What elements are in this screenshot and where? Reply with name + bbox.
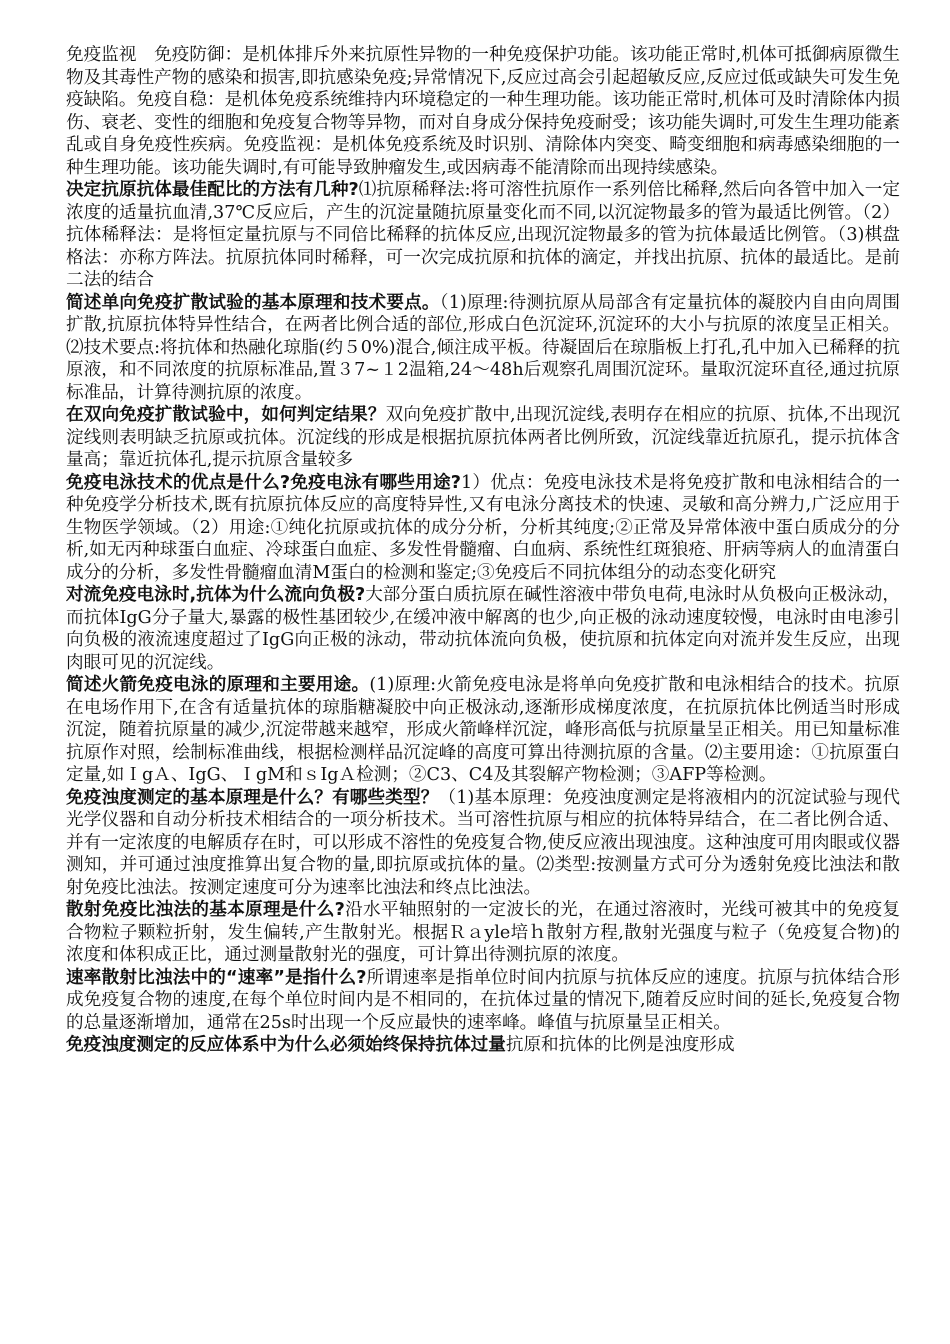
paragraph-double-diffusion — [66, 404, 900, 472]
question-heading: 简述火箭免疫电泳的原理和主要用途。 — [66, 675, 370, 695]
question-heading: 免疫浊度测定的反应体系中为什么必须始终保持抗体过量 — [66, 1035, 506, 1055]
paragraph-immune-functions — [66, 44, 900, 179]
paragraph-optimal-ratio — [66, 179, 900, 292]
paragraph-single-diffusion — [66, 292, 900, 405]
question-heading: 免疫浊度测定的基本原理是什么？有哪些类型？ — [66, 787, 439, 808]
question-heading: 速率散射比浊法中的“速率”是指什么? — [66, 967, 367, 988]
question-heading: 免疫电泳技术的优点是什么?免疫电泳有哪些用途? — [66, 472, 461, 493]
paragraph-counter-electrophoresis — [66, 584, 900, 674]
answer-text: 抗原和抗体的比例是浊度形成 — [505, 1035, 735, 1055]
answer-text: 大部分蛋白质抗原在碱性溶液中带负电荷,电泳时从负极向正极泳动，而抗体IgG分子量大,暴露的极性基团较少,在缓冲液中解离的也少,向正极的泳动速度较慢，电泳时由电渗引向负极的液流速度超过了IgG向正极的泳动，带动抗体流向负极，使抗原和抗体定向对流并发生反应，出现肉眼可见的沉淀线。 — [66, 585, 900, 673]
question-heading: 决定抗原抗体最佳配比的方法有几种? — [66, 180, 359, 200]
question-heading: 在双向免疫扩散试验中，如何判定结果？ — [66, 405, 386, 425]
answer-text: (1)原理:火箭免疫电泳是将单向免疫扩散和电泳相结合的技术。抗原在电场作用下,在含有适量抗体的琼脂糖凝胶中向正极泳动,逐渐形成梯度浓度，在抗原抗体比例适当时形成沉淀，随着抗原量的减少,沉淀带越来越窄，形成火箭峰样沉淀，峰形高低与抗原量呈正相关。用已知量标准抗原作对照，绘制标准曲线，根据检测样品沉淀峰的高度可算出待测抗原的含量。⑵主要用途：①抗原蛋白定量,如ＩgＡ、IgG、ＩgM和ｓIgＡ检测；②C3、C4及其裂解产物检测；③AFP等检测。 — [66, 675, 900, 785]
paragraph-rate-nephelometry — [66, 967, 900, 1035]
answer-text: 1）优点：免疫电泳技术是将免疫扩散和电泳相结合的一种免疫学分析技术,既有抗原抗体反应的高度特异性,又有电泳分离技术的快速、灵敏和高分辨力,广泛应用于生物医学领域。（2）用途:①纯化抗原或抗体的成分分析，分析其纯度;②正常及异常体液中蛋白质成分的分析,如无丙种球蛋白血症、冷球蛋白血症、多发性骨髓瘤、白血病、系统性红斑狼疮、肝病等病人的血清蛋白成分的分析，多发性骨髓瘤血清M蛋白的检测和鉴定;③免疫后不同抗体组分的动态变化研究 — [66, 472, 900, 583]
answer-text: 免疫监视 免疫防御：是机体排斥外来抗原性异物的一种免疫保护功能。该功能正常时,机体可抵御病原微生物及其毒性产物的感染和损害,即抗感染免疫;异常情况下,反应过高会引起超敏反应,反应过低或缺失可发生免疫缺陷。免疫自稳：是机体免疫系统维持内环境稳定的一种生理功能。该功能正常时,机体可及时清除体内损伤、衰老、变性的细胞和免疫复合物等异物，而对自身成分保持免疫耐受；该功能失调时,可发生生理功能紊乱或自身免疫性疾病。免疫监视：是机体免疫系统及时识别、清除体内突变、畸变细胞和病毒感染细胞的一种生理功能。该功能失调时,有可能导致肿瘤发生,或因病毒不能清除而出现持续感染。 — [66, 45, 900, 178]
answer-text: ⑴抗原稀释法:将可溶性抗原作一系列倍比稀释,然后向各管中加入一定浓度的适量抗血清,37℃反应后，产生的沉淀量随抗原量变化而不同,以沉淀物最多的管为最适比例管。（2）抗体稀释法：是将恒定量抗原与不同倍比稀释的抗体反应,出现沉淀物最多的管为抗体最适比例管。（3)棋盘格法：亦称方阵法。抗原抗体同时稀释，可一次完成抗原和抗体的滴定，并找出抗原、抗体的最适比。是前二法的结合 — [66, 180, 900, 290]
answer-text: 所谓速率是指单位时间内抗原与抗体反应的速度。抗原与抗体结合形成免疫复合物的速度,在每个单位时间内是不相同的，在抗体过量的情况下,随着反应时间的延长,免疫复合物的总量逐渐增加，通常在25s时出现一个反应最快的速率峰。峰值与抗原量呈正相关。 — [66, 967, 900, 1033]
question-heading: 简述单向免疫扩散试验的基本原理和技术要点。 — [66, 292, 440, 313]
question-heading: 散射免疫比浊法的基本原理是什么? — [66, 900, 345, 920]
question-heading: 对流免疫电泳时,抗体为什么流向负极? — [66, 585, 366, 605]
paragraph-immunoelectrophoresis — [66, 472, 900, 585]
paragraph-antibody-excess — [66, 1034, 900, 1057]
answer-text: （1)基本原理：免疫浊度测定是将液相内的沉淀试验与现代光学仪器和自动分析技术相结合的一项分析技术。当可溶性抗原与相应的抗体特异结合，在二者比例合适、并有一定浓度的电解质存在时，可以形成不溶性的免疫复合物,使反应液出现浊度。这种浊度可用肉眼或仪器测知，并可通过浊度推算出复合物的量,即抗原或抗体的量。⑵类型:按测量方式可分为透射免疫比浊法和散射免疫比浊法。按测定速度可分为速率比浊法和终点比浊法。 — [66, 787, 900, 898]
answer-text: 沿水平轴照射的一定波长的光，在通过溶液时，光线可被其中的免疫复合物粒子颗粒折射，发生偏转,产生散射光。根据Ｒａyle培ｈ散射方程,散射光强度与粒子（免疫复合物)的浓度和体积成正比，通过测量散射光的强度，可计算出待测抗原的浓度。 — [66, 900, 900, 965]
paragraph-rocket-electrophoresis — [66, 674, 900, 787]
answer-text: 双向免疫扩散中,出现沉淀线,表明存在相应的抗原、抗体,不出现沉淀线则表明缺乏抗原或抗体。沉淀线的形成是根据抗原抗体两者比例所致，沉淀线靠近抗原孔，提示抗体含量高；靠近抗体孔,提示抗原含量较多 — [66, 405, 900, 470]
paragraph-turbidimetry — [66, 787, 900, 900]
paragraph-nephelometry — [66, 899, 900, 967]
answer-text: （1)原理:待测抗原从局部含有定量抗体的凝胶内自由向周围扩散,抗原抗体特异性结合，在两者比例合适的部位,形成白色沉淀环,沉淀环的大小与抗原的浓度呈正相关。⑵技术要点:将抗体和热融化琼脂(约５0%)混合,倾注成平板。待凝固后在琼脂板上打孔,孔中加入已稀释的抗原液，和不同浓度的抗原标准品,置３7~１2温箱,24～48h后观察孔周围沉淀环。量取沉淀环直径,通过抗原标准品，计算待测抗原的浓度。 — [66, 292, 900, 403]
